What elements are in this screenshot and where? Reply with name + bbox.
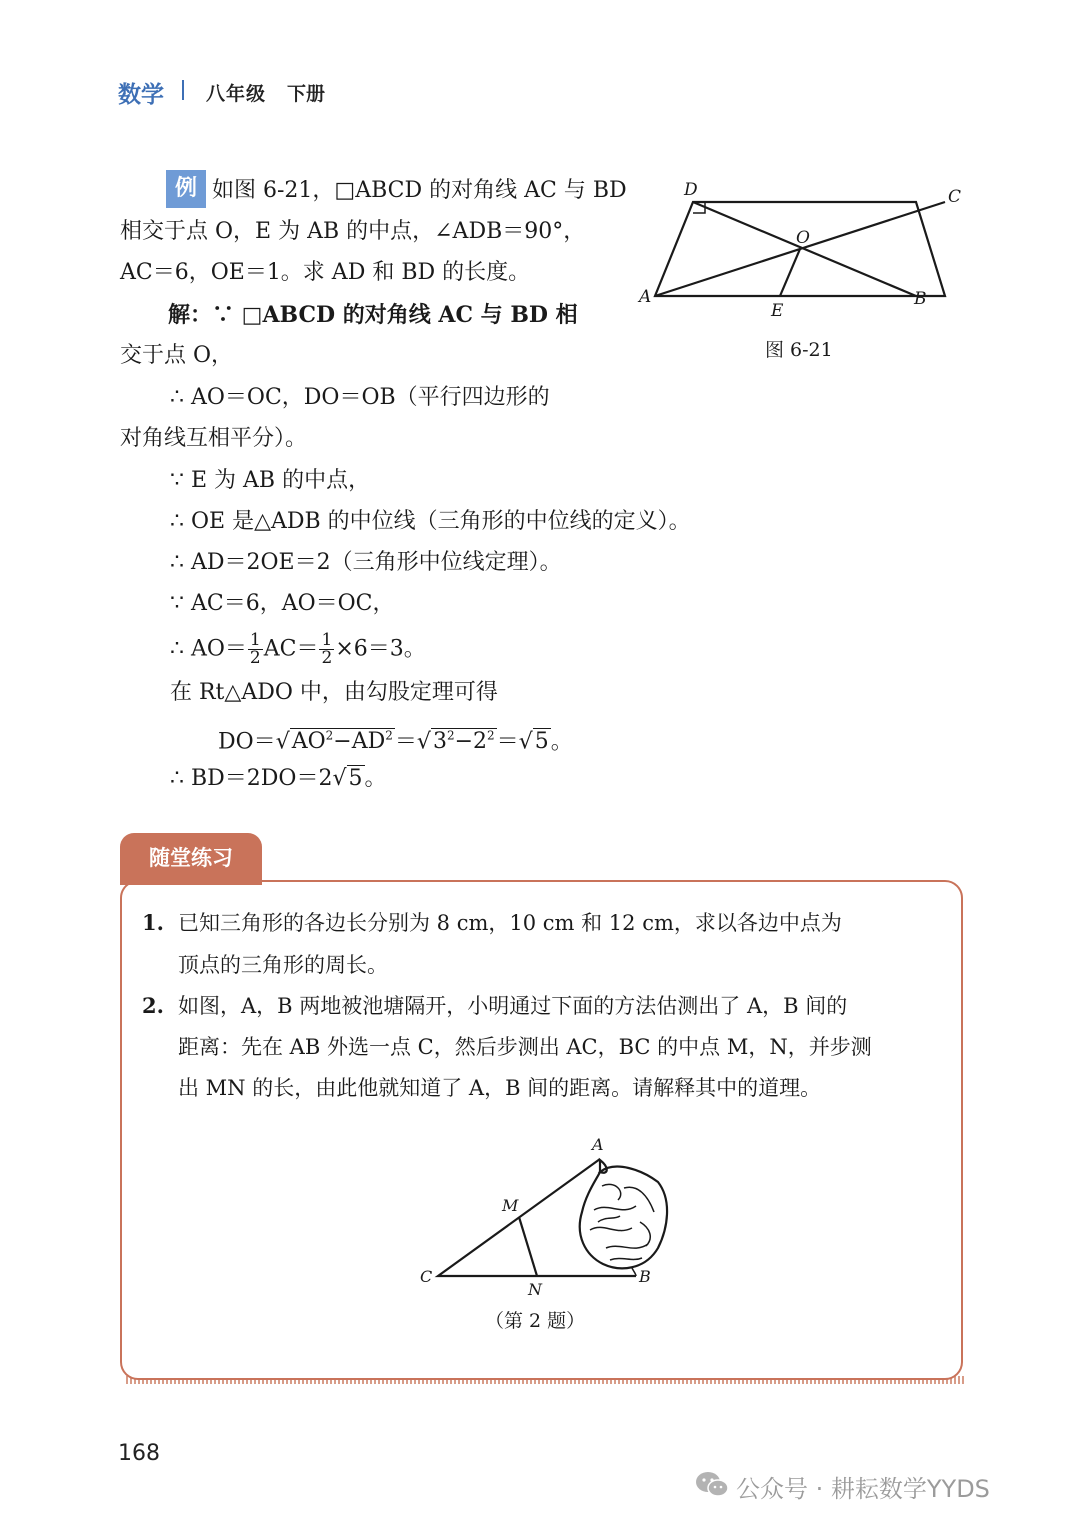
example-line-2: 相交于点 O，E 为 AB 的中点，∠ADB＝90°， bbox=[120, 219, 586, 244]
radical-4: 5 bbox=[348, 766, 363, 791]
label-d: D bbox=[684, 180, 698, 200]
q2-number: 2. bbox=[142, 993, 164, 1018]
pond-texture bbox=[590, 1184, 654, 1260]
example-badge: 例 bbox=[166, 170, 206, 208]
label-a2: A bbox=[592, 1135, 604, 1154]
ao-end: ×6＝3。 bbox=[335, 636, 426, 662]
solution-line-8: ∵ AC＝6，AO＝OC， bbox=[170, 591, 395, 616]
solution-line-bd: ∴ BD＝2DO＝2√5。 bbox=[170, 766, 387, 791]
parallelogram-figure bbox=[630, 175, 970, 325]
label-m: M bbox=[502, 1196, 519, 1215]
ao-mid: AC＝ bbox=[263, 636, 319, 662]
diagonal-bd bbox=[693, 202, 916, 296]
header-subject: 数学 bbox=[118, 82, 164, 108]
solution-line-4: 对角线互相平分）。 bbox=[120, 426, 308, 451]
solution-line-3: ∴ AO＝OC，DO＝OB（平行四边形的 bbox=[170, 385, 550, 410]
q1-line-2: 顶点的三角形的周长。 bbox=[178, 953, 388, 977]
header-separator bbox=[182, 80, 184, 100]
triangle-sides bbox=[438, 1159, 636, 1276]
fraction-half-2: $\frac{1}{2}$ bbox=[321, 630, 333, 668]
solution-line-do: $DO=√AO^2-AD^2=√3^2-2^2=√5$。 bbox=[218, 729, 573, 755]
q1-line-1: 已知三角形的各边长分别为 8 cm，10 cm 和 12 cm，求以各边中点为 bbox=[178, 911, 842, 935]
pond-outline bbox=[580, 1160, 667, 1268]
solution-line-rt: 在 Rt△ADO 中，由勾股定理可得 bbox=[170, 680, 498, 705]
segment-oe bbox=[780, 249, 800, 296]
solution-line-ao bbox=[170, 632, 426, 667]
question2-figure-caption: （第 2 题） bbox=[485, 1310, 586, 1332]
pond-edge-b bbox=[632, 1268, 636, 1276]
label-c: C bbox=[948, 187, 962, 207]
watermark-text: 公众号 · 耕耘数学YYDS bbox=[736, 1475, 990, 1503]
header-book: 下册 bbox=[287, 83, 326, 105]
label-a: A bbox=[639, 287, 652, 307]
fraction-half-1: $\frac{1}{2}$ bbox=[249, 630, 261, 668]
pond-figure bbox=[410, 1130, 680, 1305]
label-b2: B bbox=[639, 1267, 651, 1286]
solution-line-7: ∴ AD＝2OE＝2（三角形中位线定理）。 bbox=[170, 550, 562, 575]
page-number: 168 bbox=[118, 1441, 160, 1466]
figure-caption: 图 6-21 bbox=[765, 339, 833, 361]
example-line-3: AC＝6，OE＝1。求 AD 和 BD 的长度。 bbox=[120, 260, 531, 285]
q2-line-3: 出 MN 的长，由此他就知道了 A，B 间的距离。请解释其中的道理。 bbox=[178, 1076, 822, 1100]
q2-line-1: 如图，A，B 两地被池塘隔开，小明通过下面的方法估测出了 A，B 间的 bbox=[178, 994, 848, 1018]
label-e: E bbox=[771, 301, 784, 321]
solution-line-6: ∴ OE 是△ADB 的中位线（三角形的中位线的定义）。 bbox=[170, 509, 691, 534]
ao-prefix: ∴ AO＝ bbox=[170, 636, 247, 662]
label-b: B bbox=[914, 289, 927, 309]
solution-line-5: ∵ E 为 AB 的中点， bbox=[170, 468, 371, 493]
practice-tab: 随堂练习 bbox=[120, 833, 262, 885]
q2-line-2: 距离：先在 AB 外选一点 C，然后步测出 AC，BC 的中点 M，N，并步测 bbox=[178, 1035, 872, 1059]
label-n: N bbox=[528, 1280, 542, 1299]
label-o: O bbox=[796, 228, 810, 248]
radical-2: $3^2-2^2$ bbox=[432, 729, 495, 755]
wechat-icon bbox=[694, 1469, 730, 1499]
solution-line-1: 解：∵ □ABCD 的对角线 AC 与 BD 相 bbox=[168, 302, 578, 328]
example-line-1: 如图 6-21，□ABCD 的对角线 AC 与 BD bbox=[212, 178, 627, 203]
header-grade: 八年级 bbox=[206, 83, 267, 105]
q1-number: 1. bbox=[142, 910, 164, 935]
segment-mn bbox=[519, 1217, 537, 1276]
label-c2: C bbox=[420, 1267, 433, 1286]
radical-1: $AO^2-AD^2$ bbox=[291, 729, 393, 755]
radical-3: 5 bbox=[534, 729, 549, 755]
solution-line-2: 交于点 O， bbox=[120, 343, 234, 368]
